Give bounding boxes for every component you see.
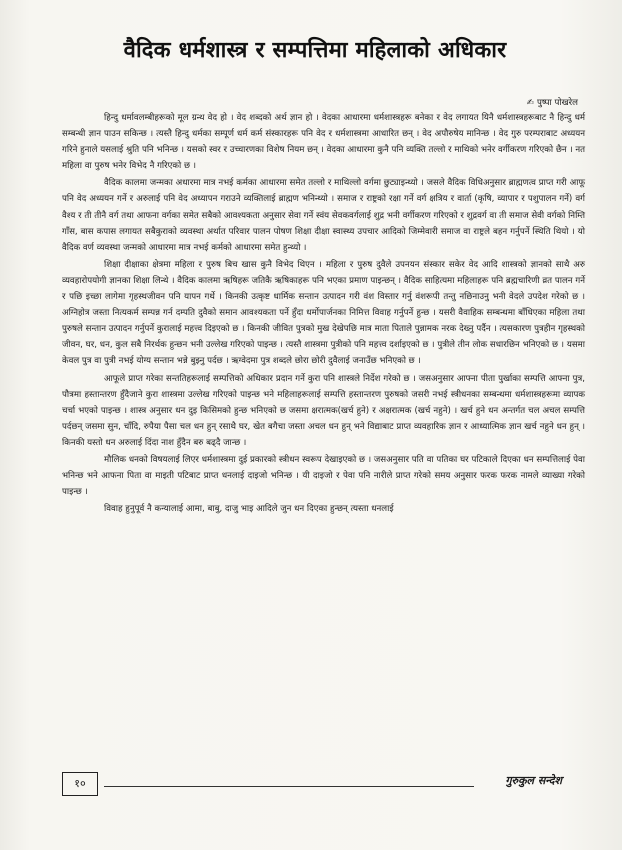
- page-number: १०: [62, 772, 98, 796]
- paragraph: मौलिक धनको विषयलाई लिएर धर्मशास्त्रमा दुई प्रकारको स्त्रीधन स्वरूप देखाइएको छ । जसअनुसार पति वा पतिका घर पटिकाले दिएका धन सम्पत्तिलाई पेवा भनिन्छ भने आफना पिता वा माइती पटिबाट प्राप्त धनलाई दाइजो भनिन्छ । यी दाइजो र पेवा पनि नारीले प्राप्त गरेको समय अनुसार फरक फरक नामले व्याख्या गरेको पाइन्छ ।: [62, 454, 586, 498]
- paragraph: शिक्षा दीक्षाका क्षेत्रमा महिला र पुरुष बिच खास कुनै विभेद थिएन । महिला र पुरुष दुवैले उपनयन संस्कार सकेर वेद आदि शास्त्रको ज्ञानको साथै अरु व्यवहारोपयोगी ज्ञानका शिक्षा लिन्थे । वैदिक कालमा ऋषिहरू जतिकै ऋषिकाहरू पनि भएका प्रमाण पाइन्छन् । वैदिक साहित्यमा महिलाहरू पनि ब्रह्मचारिणी व्रत पालन गर्ने र पछि इच्छा लागेमा गृहस्थजीवन पनि यापन गर्थे । किनकी उत्कृष्ट धार्मिक सन्तान उत्पादन गरी वंश विस्तार गर्नु वंशरूपी तन्तु नछिनाउनु भनी वेदले उपदेश गरेको छ । अग्निहोत्र जस्ता नित्यकर्म सम्पन्न गर्न दम्पति दुवैको समान आवश्यकता पर्ने हुँदा धर्मोपार्जनका निमित्त विवाह गर्नुपर्ने हुन्छ । यसरी वैवाहिक सम्बन्धमा बाँधिएका महिला तथा पुरुषले सन्तान उत्पादन गर्नुपर्ने कुरालाई महत्त्व दिइएको छ । किनकी जीवित पुत्रको मुख देखेपछि मात्र माता पिताले पुन्नामक नरक देख्नु पर्दैन । त्यसकारण पुत्रहीन गृहस्थको जीवन, घर, धन, कुल सबै निरर्थक हुन्छन भनी उल्लेख गरिएको पाइन्छ । त्यस्तै शास्त्रमा पुत्रीको पनि महत्त्व दर्शाइएको छ । पुत्रीले तीन लोक सधारछिन भनिएको छ । यसमा केवल पुत्र वा पुत्री नभई योग्य सन्तान भन्ने बुझ्नु पर्दछ । ऋग्वेदमा पुत्र शब्दले छोरा छोरी दुवैलाई जनाउँछ भनिएको छ ।: [62, 259, 585, 367]
- author-name: पुष्पा पोखरेल: [537, 98, 578, 108]
- pen-icon: ✍: [526, 98, 535, 108]
- footer-rule: [104, 786, 474, 787]
- journal-name: गुरुकुल सन्देश: [505, 774, 562, 787]
- paragraph: विवाह हुनुपूर्व नै कन्यालाई आमा, बाबु, दाजु भाइ आदिले जुन धन दिएका हुन्छन् त्यस्ता धनलाई: [104, 504, 394, 515]
- paragraph: हिन्दु धर्मावलम्बीहरूको मूल ग्रन्थ वेद हो । वेद शब्दको अर्थ ज्ञान हो । वेदका आधारमा धर्मशास्त्रहरू बनेका र वेद लगायत यिनै धर्मशास्त्रहरूबाट नै हिन्दु धर्म सम्बन्धी ज्ञान पाउन सकिन्छ । त्यस्तै हिन्दु धर्मका सम्पूर्ण धर्म कर्म संस्कारहरू पनि वेद र धर्मशास्त्रमा आधारित छन् । वेद अपौरुषेय मानिन्छ । वेद गुरु परम्पराबाट अध्ययन गरिने हुनाले यसलाई श्रुति पनि भनिन्छ । यसको स्वर र उच्चारणका विशेष नियम छन् । वेदका आधारमा कुनै पनि व्यक्ति तल्लो र माथिको भनेर वर्गीकरण गरिएको छैन । नत महिला वा पुरुष भनेर विभेद नै गरिएको छ ।: [62, 113, 585, 172]
- paragraph: वैदिक कालमा जन्मका अधारमा मात्र नभई कर्मका आधारमा समेत तल्लो र माथिल्लो वर्गमा छुट्याइन्थ्यो । जसले वैदिक विधिअनुसार ब्राह्मणत्व प्राप्त गरी आफू पनि वेद अध्ययन गर्ने र अरुलाई पनि वेद अध्यापन गराउने व्यक्तिलाई ब्राह्मण भनिन्थ्यो । समाज र राष्ट्रको रक्षा गर्ने वर्ग क्षत्रिय र वार्ता (कृषि, व्यापार र पशुपालन गर्ने) वर्ग वैश्य र ती तीनै वर्ग तथा आफना वर्गका समेत सबैको आवश्यकता अनुसार सेवा गर्ने स्वंय सेवकवर्गलाई शुद्र भनी वर्गीकरण गरिएको र शुद्रवर्ग वा ती समाज सेवी वर्गको निम्ति गाँस, बास कपास लगायत सबैकुराको व्यवस्था अर्थात परिवार पालन पोषण शिक्षा दीक्षा स्वास्थ्य उपचार आदिको जिम्मेवारी समाज वा राष्ट्रले बहन गर्नुपर्ने स्थिति थियो । यो वैदिक वर्ण व्यवस्था जन्मको आधारमा मात्र नभई कर्मको आधारमा समेत हुन्थ्यो ।: [62, 178, 585, 253]
- article-body: [62, 110, 585, 518]
- paragraph: आफूले प्राप्त गरेका सन्ततिहरूलाई सम्पत्तिको अधिकार प्रदान गर्ने कुरा पनि शास्त्रले निर्देश गरेको छ । जसअनुसार आफ्ना पीता पुर्खाका सम्पत्ति आफ्ना पुत्र, पौत्रमा हस्तान्तरण हुँदैजाने कुरा शास्त्रमा उल्लेख गरिएको पाइन्छ भने महिलाहरूलाई सम्पत्ति हस्तान्तरण पुरुषको जसरी नभई स्त्रीधनका सम्बन्धमा धर्मशास्त्रहरूमा व्यापक चर्चा भएको पाइन्छ । शास्त्र अनुसार धन दुइ किसिमको हुन्छ भनिएको छ जसमा क्षरात्मक(खर्च हुने) र अक्षरात्मक (खर्च नहुने) । खर्च हुने धन अन्तर्गत चल अचल सम्पत्ति पर्दछन् जसमा सुन, चाँदि, रुपैया पैसा चल धन हुन् रसाथै घर, खेत बगैचा जस्ता अचल धन हुन् भने विद्याबाट प्राप्त व्यवहारिक ज्ञान र आध्यात्मिक ज्ञान खर्च नहुने धन हुन् । किनकी यस्तो धन अरुलाई दिंदा नाश हुँदैन बरु बढ्दै जान्छ ।: [62, 373, 585, 448]
- author-byline: [527, 96, 578, 108]
- article-title: वैदिक धर्मशास्त्र र सम्पत्तिमा महिलाको अधिकार: [123, 38, 507, 63]
